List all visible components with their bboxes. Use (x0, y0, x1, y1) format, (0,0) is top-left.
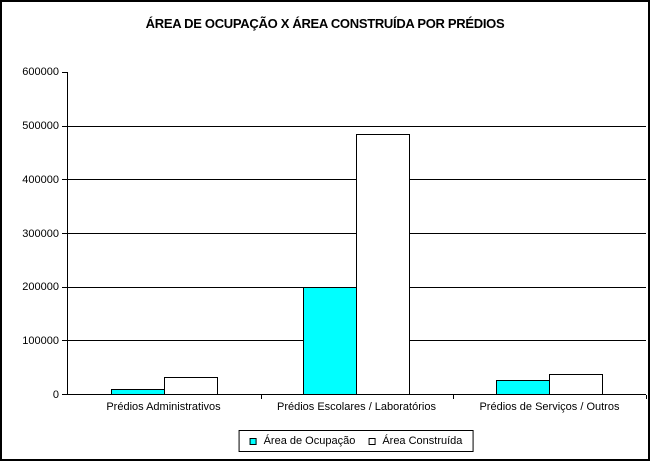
bar (303, 287, 357, 394)
x-axis-tick (646, 395, 647, 399)
y-axis-label: 600000 (22, 66, 59, 78)
bar-groups (68, 72, 646, 394)
x-axis-labels (67, 401, 646, 414)
bar (496, 380, 550, 394)
plot-area (67, 72, 646, 395)
legend-item (250, 434, 356, 448)
bar (356, 134, 410, 394)
x-axis-tick (453, 395, 454, 399)
y-axis-label: 100000 (22, 335, 59, 348)
bar (549, 374, 603, 394)
bar (164, 377, 218, 394)
x-axis-label: Prédios Administrativos (106, 401, 221, 413)
y-axis-label: 300000 (22, 227, 59, 240)
legend-item (368, 434, 462, 448)
y-axis-label: 400000 (22, 173, 59, 186)
y-axis-label: 500000 (22, 119, 59, 132)
chart-title: ÁREA DE OCUPAÇÃO X ÁREA CONSTRUÍDA POR PRÉDIOS (145, 16, 505, 31)
legend-label: Área de Ocupação (263, 435, 356, 447)
legend-box (239, 430, 474, 452)
x-axis-label: Prédios de Serviços / Outros (479, 401, 620, 413)
legend-swatch-icon (368, 438, 375, 445)
legend-label: Área Construída (382, 435, 463, 447)
legend-swatch-icon (250, 438, 257, 445)
bar-group (261, 72, 454, 394)
bar-group (453, 72, 646, 394)
x-axis-label: Prédios Escolares / Laboratórios (276, 401, 436, 413)
y-axis-label: 0 (52, 389, 59, 401)
y-axis-tick (62, 394, 68, 395)
bar (111, 389, 165, 394)
x-axis-tick (261, 395, 262, 399)
bar-group (68, 72, 261, 394)
y-axis-label: 200000 (22, 281, 59, 294)
